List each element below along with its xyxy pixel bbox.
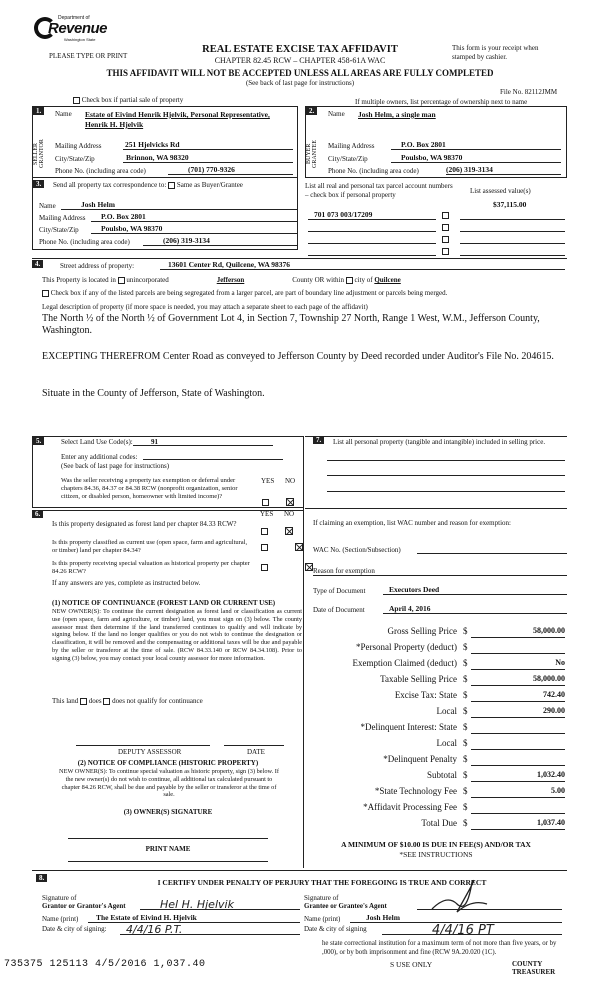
corr-label-text: Send all property tax correspondence to: (53, 181, 167, 189)
buyer-mailing: P.O. Box 2801 (391, 140, 561, 150)
legal-label: Legal description of property (if more space is needed, you may attach a separate sheet to each page of the affidavit) (42, 303, 368, 311)
notice-1-body: NEW OWNER(S): To continue the current designation as forest land or classification as current use (open space, farm and agriculture, or timber) land, you must sign on (3) below. The county assessor must then determine if the land transferred continues to qualify and will indicate by signing below. If the land no longer qualifies or you do not wish to continue the designation or classification, it will be removed and the compensating or additional taxes will be due and payable by the seller or transferor at the time of sale. (RCW 84.33.140 or RCW 84.34.108). Prior to signing (3) below, you may contact your local county assessor for more information. (52, 608, 302, 662)
wac-line (417, 544, 567, 554)
account-3-personal-checkbox[interactable] (442, 236, 449, 243)
partial-sale-label: Check box if partial sale of property (81, 96, 184, 104)
county-treasurer: COUNTY TREASURER (512, 960, 556, 976)
if-yes-note: If any answers are yes, complete as instructed below. (52, 579, 201, 587)
corr-phone: (206) 319-3134 (143, 236, 297, 246)
buyer-name: Josh Helm, a single man (358, 110, 436, 119)
account-3 (308, 234, 436, 244)
tax-row-value (471, 722, 565, 734)
account-4-personal-checkbox[interactable] (442, 248, 449, 255)
account-2 (308, 222, 436, 232)
legal-description-2: EXCEPTING THEREFROM Center Road as conveyed to Jefferson County by Deed recorded under Auditor's File No. 204615. (42, 351, 554, 362)
corr-mailing: P.O. Box 2801 (91, 212, 297, 222)
deputy-sig-line (76, 745, 210, 746)
forest-yes-checkbox[interactable] (261, 528, 268, 535)
accounts-label: List all real and personal tax parcel account numbers – check box if personal property (305, 182, 453, 199)
same-as-buyer-checkbox[interactable] (168, 182, 175, 189)
certify-statement: I CERTIFY UNDER PENALTY OF PERJURY THAT THE FOREGOING IS TRUE AND CORRECT (157, 878, 487, 887)
located-line (42, 276, 562, 284)
tax-row-value (471, 738, 565, 750)
print-name-line (68, 861, 268, 862)
tax-row-value: 58,000.00 (471, 626, 565, 638)
tax-row-dollar: $ (463, 642, 468, 652)
buyer-side-label: BUYER GRANTEE (306, 140, 318, 168)
assessed-value: $37,115.00 (493, 200, 527, 209)
s6-no: NO (284, 510, 295, 518)
personal-line-2 (327, 475, 565, 476)
file-no: File No. 82112JMM (500, 88, 558, 96)
section-1-seller (32, 106, 298, 178)
revenue-logo (34, 15, 108, 45)
section-7-top-line (305, 436, 567, 437)
partial-sale-checkbox[interactable] (73, 97, 80, 104)
does-not-checkbox[interactable] (103, 698, 110, 705)
assessed-2-line (460, 222, 565, 232)
located-text: This Property is located in (42, 276, 116, 284)
receipt-note: This form is your receipt when stamped by cashier. (452, 44, 539, 61)
current-use-yes-checkbox[interactable] (261, 544, 268, 551)
corr-city-label: City/State/Zip (39, 226, 79, 234)
tax-row (305, 770, 567, 784)
form-chapter: CHAPTER 82.45 RCW – CHAPTER 458-61A WAC (214, 56, 386, 65)
section-6-classification (32, 508, 304, 868)
doc-type: Executors Deed (383, 585, 567, 595)
section-5-land-use (32, 436, 304, 508)
grantee-date-line[interactable] (382, 923, 562, 938)
buyer-name-label: Name (328, 110, 345, 118)
assessed-3-line (460, 234, 565, 244)
section-8-certification (32, 872, 567, 976)
seller-city: Brinnon, WA 98320 (123, 153, 293, 163)
claim-exemption: If claiming an exemption, list WAC number and reason for exemption: (313, 519, 511, 527)
section-5-number: 5. (33, 437, 44, 445)
doc-type-label: Type of Document (313, 587, 366, 595)
print-name-label: PRINT NAME (145, 845, 191, 853)
seller-phone-label: Phone No. (including area code) (55, 167, 146, 175)
grantor-sig-label-1: Signature of (42, 894, 77, 902)
seller-phone: (701) 770-9326 (168, 165, 293, 175)
seller-city-label: City/State/Zip (55, 155, 95, 163)
wac-label: WAC No. (Section/Subsection) (313, 546, 401, 554)
reason-label: Reason for exemption (313, 567, 375, 575)
notice-1-title: (1) NOTICE OF CONTINUANCE (FOREST LAND OR CURRENT USE) (52, 599, 276, 607)
penalty-text-2: ,000), or by both imprisonment and fine (RCW 9A.20.020 (1C). (322, 949, 497, 956)
section-8-divider (32, 870, 567, 871)
legal-description-1: The North ½ of the North ½ of Government Lot 4, in Section 7, Township 27 North, Range 1 West, W.M., Jefferson County, Washington. (42, 313, 540, 336)
tax-row-value: 1,037.40 (471, 818, 565, 830)
grantee-name: Josh Helm (350, 913, 562, 923)
section-2-buyer (305, 106, 567, 178)
tax-row-value (471, 642, 565, 654)
tax-row-dollar: $ (463, 738, 468, 748)
assessed-1-line (460, 210, 565, 220)
logo-dept: Department of (58, 15, 90, 21)
unincorporated-label: unincorporated (126, 276, 169, 284)
corr-phone-label: Phone No. (including area code) (39, 238, 130, 246)
does-checkbox[interactable] (80, 698, 87, 705)
accounts-block (305, 180, 567, 252)
grantor-name-label: Name (print) (42, 915, 79, 923)
tax-row (305, 658, 567, 672)
tax-row-dollar: $ (463, 802, 468, 812)
reason-line (313, 575, 567, 576)
section-6-number: 6. (32, 510, 43, 518)
account-4 (308, 246, 436, 256)
s6-yes: YES (260, 510, 274, 518)
tax-row (305, 818, 567, 832)
tax-row-dollar: $ (463, 674, 468, 684)
corr-city: Poulsbo, WA 98370 (91, 224, 297, 234)
seller-name-label: Name (55, 110, 72, 118)
grantee-date-label: Date & city of signing (304, 925, 367, 933)
city-of-label: city of (354, 276, 373, 284)
corr-label (53, 181, 303, 189)
grantor-name: The Estate of Eivind H. Hjelvik (88, 913, 300, 923)
account-2-personal-checkbox[interactable] (442, 224, 449, 231)
tax-row (305, 626, 567, 640)
section-3-number: 3. (33, 180, 44, 188)
doc-date-label: Date of Document (313, 606, 365, 614)
exemption-question: Was the seller receiving a property tax exemption or deferral under chapters 84.36, 84.37 or 84.38 RCW (nonprofit organization, senior citizen, or disabled person, homeowner with limited income)? (61, 477, 238, 500)
tax-row-label: *Delinquent Penalty (383, 754, 457, 764)
tax-row-value: 742.40 (471, 690, 565, 702)
tax-row-value: 5.00 (471, 786, 565, 798)
tax-row-label: Exemption Claimed (deduct) (352, 658, 457, 668)
personal-line-3 (327, 491, 565, 492)
grantor-signature-line[interactable] (140, 898, 300, 910)
section-4-property (32, 260, 567, 410)
tax-row-dollar: $ (463, 626, 468, 636)
buyer-city: Poulsbo, WA 98370 (391, 153, 561, 163)
city-name: Quilcene (374, 276, 401, 284)
tax-row-dollar: $ (463, 706, 468, 716)
county-name: Jefferson (216, 276, 245, 284)
land-use-label: Select Land Use Code(s): (61, 438, 133, 446)
street-label: Street address of property: (60, 262, 135, 270)
buyer-phone: (206) 319-3134 (446, 165, 561, 175)
use-only: S USE ONLY (390, 960, 433, 969)
tax-row-dollar: $ (463, 690, 468, 700)
current-use-question: Is this property classified as current use (open space, farm and agricultural, or timber) land per chapter 84.34? (52, 539, 248, 554)
tax-row (305, 786, 567, 800)
doc-date: April 4, 2016 (383, 604, 567, 614)
segregated-line (42, 289, 562, 297)
tax-row (305, 690, 567, 704)
exemption-no-checkbox[interactable] (286, 498, 294, 506)
warning: THIS AFFIDAVIT WILL NOT BE ACCEPTED UNLESS ALL AREAS ARE FULLY COMPLETED (106, 68, 494, 78)
personal-line-1 (327, 460, 565, 461)
see-instructions: *SEE INSTRUCTIONS (399, 850, 473, 859)
section-1-number: 1. (33, 107, 44, 115)
land-use-yes: YES (261, 477, 275, 485)
current-use-no-checkbox[interactable] (295, 543, 303, 551)
tax-row (305, 674, 567, 688)
seller-name: Estate of Eivind Henrik Hjelvik, Personal Representative, Henrik H. Hjelvik (85, 110, 270, 129)
additional-codes-line (143, 451, 283, 460)
tax-row-value: 58,000.00 (471, 674, 565, 686)
land-use-no: NO (285, 477, 296, 485)
tax-row-label: Total Due (421, 818, 457, 828)
grantee-signature-line[interactable] (417, 898, 562, 910)
section-2-number: 2. (306, 107, 317, 115)
see-back: (See back of last page for instructions) (245, 79, 355, 87)
tax-row-value (471, 802, 565, 814)
multiple-owners: If multiple owners, list percentage of ownership next to name (355, 98, 528, 106)
street-address: 13601 Center Rd, Quilcene, WA 98376 (160, 260, 565, 270)
buyer-phone-label: Phone No. (including area code) (328, 167, 419, 175)
account-1: 701 073 003/17209 (308, 210, 436, 220)
buyer-city-label: City/State/Zip (328, 155, 368, 163)
tax-row-dollar: $ (463, 818, 468, 828)
grantor-date-line[interactable] (120, 923, 300, 935)
tax-row-value: 1,032.40 (471, 770, 565, 782)
does-not-label: does not qualify for continuance (112, 697, 203, 705)
deputy-date-label: DATE (247, 748, 265, 756)
section-4-number: 4. (32, 260, 43, 268)
legal-description-3: Situate in the County of Jefferson, State of Washington. (42, 388, 265, 399)
tax-row-label: Local (436, 706, 457, 716)
segregated-text: Check box if any of the listed parcels are being segregated from a larger parcel, are part of boundary line adjustment or parcels being merged. (50, 289, 448, 297)
buyer-mailing-label: Mailing Address (328, 142, 375, 150)
forest-no-checkbox[interactable] (285, 527, 293, 535)
exemption-yes-checkbox[interactable] (262, 499, 269, 506)
grantee-sig-label-2: Grantee or Grantee's Agent (304, 902, 387, 910)
tax-row-value: No (471, 658, 565, 670)
grantor-sig-label-2: Grantor or Grantor's Agent (42, 902, 126, 910)
partial-sale (73, 96, 183, 104)
section-7-number: 7. (313, 436, 324, 444)
tax-row (305, 642, 567, 656)
additional-codes: Enter any additional codes: (61, 453, 138, 461)
tax-row-label: *Delinquent Interest: State (360, 722, 457, 732)
tax-row-label: *Affidavit Processing Fee (363, 802, 457, 812)
tax-row-dollar: $ (463, 786, 468, 796)
segregated-checkbox[interactable] (42, 290, 49, 297)
section-7-mid-line (305, 508, 567, 509)
grantor-date-label: Date & city of signing: (42, 925, 107, 933)
tax-row-value (471, 754, 565, 766)
city-checkbox[interactable] (346, 277, 353, 284)
corr-name: Josh Helm (61, 200, 297, 210)
owner-sig-line (68, 838, 268, 839)
section-8-number: 8. (36, 874, 47, 882)
unincorporated-checkbox[interactable] (118, 277, 125, 284)
personal-property-label: List all personal property (tangible and intangible) included in selling price. (333, 438, 546, 446)
historic-yes-checkbox[interactable] (261, 564, 268, 571)
grantee-signature-scribble-icon (427, 874, 497, 914)
minimum-note: A MINIMUM OF $10.00 IS DUE IN FEE(S) AND/OR TAX (341, 840, 531, 849)
grantor-signature: Hel H. Hjelvik (160, 898, 234, 911)
please-type: PLEASE TYPE OR PRINT (49, 52, 128, 60)
land-use-see-back: (See back of last page for instructions) (61, 462, 170, 470)
notice-2-body: NEW OWNER(S): To continue special valuation as historic property, sign (3) below. If the new owner(s) do not wish to continue, all additional tax calculated pursuant to chapter 84.26 RCW, shall be due and payable by the seller or transferor at the time of sale. (59, 768, 279, 799)
tax-row-dollar: $ (463, 770, 468, 780)
tax-row-dollar: $ (463, 658, 468, 668)
penalty-text: he state correctional institution for a maximum term of not more than five years, or by (322, 940, 557, 947)
tax-row (305, 706, 567, 720)
seller-side-label: SELLER GRANTOR (33, 139, 45, 169)
this-land-text: This land (52, 697, 79, 705)
tax-row-label: Gross Selling Price (387, 626, 457, 636)
tax-row-label: Local (436, 738, 457, 748)
tax-row-label: Subtotal (426, 770, 457, 780)
assessed-label: List assessed value(s) (470, 187, 531, 195)
logo-state: Washington State (64, 37, 96, 42)
section-7-personal (305, 436, 567, 866)
tax-row-dollar: $ (463, 722, 468, 732)
logo-name: Revenue (48, 20, 108, 37)
section-4-divider (32, 258, 567, 259)
notice-2-title: (2) NOTICE OF COMPLIANCE (HISTORIC PROPERTY) (77, 759, 259, 767)
historic-question: Is this property receiving special valuation as historical property per chapter 84.26 RCW? (52, 560, 250, 575)
tax-row-label: Taxable Selling Price (380, 674, 457, 684)
tax-row-dollar: $ (463, 754, 468, 764)
grantee-name-label: Name (print) (304, 915, 341, 923)
seller-mailing: 251 Hjelvicks Rd (123, 140, 293, 150)
grantee-sig-label-1: Signature of (304, 894, 339, 902)
same-as-label: Same as Buyer/Grantee (176, 181, 243, 189)
tax-row (305, 754, 567, 768)
does-label: does (88, 697, 102, 705)
form-title: REAL ESTATE EXCISE TAX AFFIDAVIT (202, 44, 398, 55)
forest-question: Is this property designated as forest land per chapter 84.33 RCW? (52, 520, 237, 528)
grantor-date-signature: 4/4/16 P.T. (126, 923, 183, 936)
section-3-correspondence (32, 178, 298, 250)
land-use-code-line (133, 437, 273, 446)
assessed-4-line (460, 246, 565, 256)
tax-row-label: *State Technology Fee (374, 786, 457, 796)
owner-signature-label: (3) OWNER(S) SIGNATURE (123, 808, 213, 816)
tax-row (305, 722, 567, 736)
continuance-line (52, 697, 302, 705)
deputy-date-line (224, 745, 284, 746)
corr-mailing-label: Mailing Address (39, 214, 86, 222)
tax-row-label: Excise Tax: State (394, 690, 457, 700)
tax-row (305, 802, 567, 816)
tax-row-label: *Personal Property (deduct) (356, 642, 457, 652)
grantee-date-signature: 4/4/16 PT (432, 923, 494, 938)
county-or-text: County OR within (292, 276, 344, 284)
tax-row-value: 290.00 (471, 706, 565, 718)
seller-mailing-label: Mailing Address (55, 142, 102, 150)
account-1-personal-checkbox[interactable] (442, 212, 449, 219)
land-use-code: 91 (151, 438, 158, 446)
tax-row (305, 738, 567, 752)
cashier-stamp: 735375 125113 4/5/2016 1,037.40 (4, 959, 206, 970)
corr-name-label: Name (39, 202, 56, 210)
deputy-assessor-label: DEPUTY ASSESSOR (118, 748, 182, 756)
